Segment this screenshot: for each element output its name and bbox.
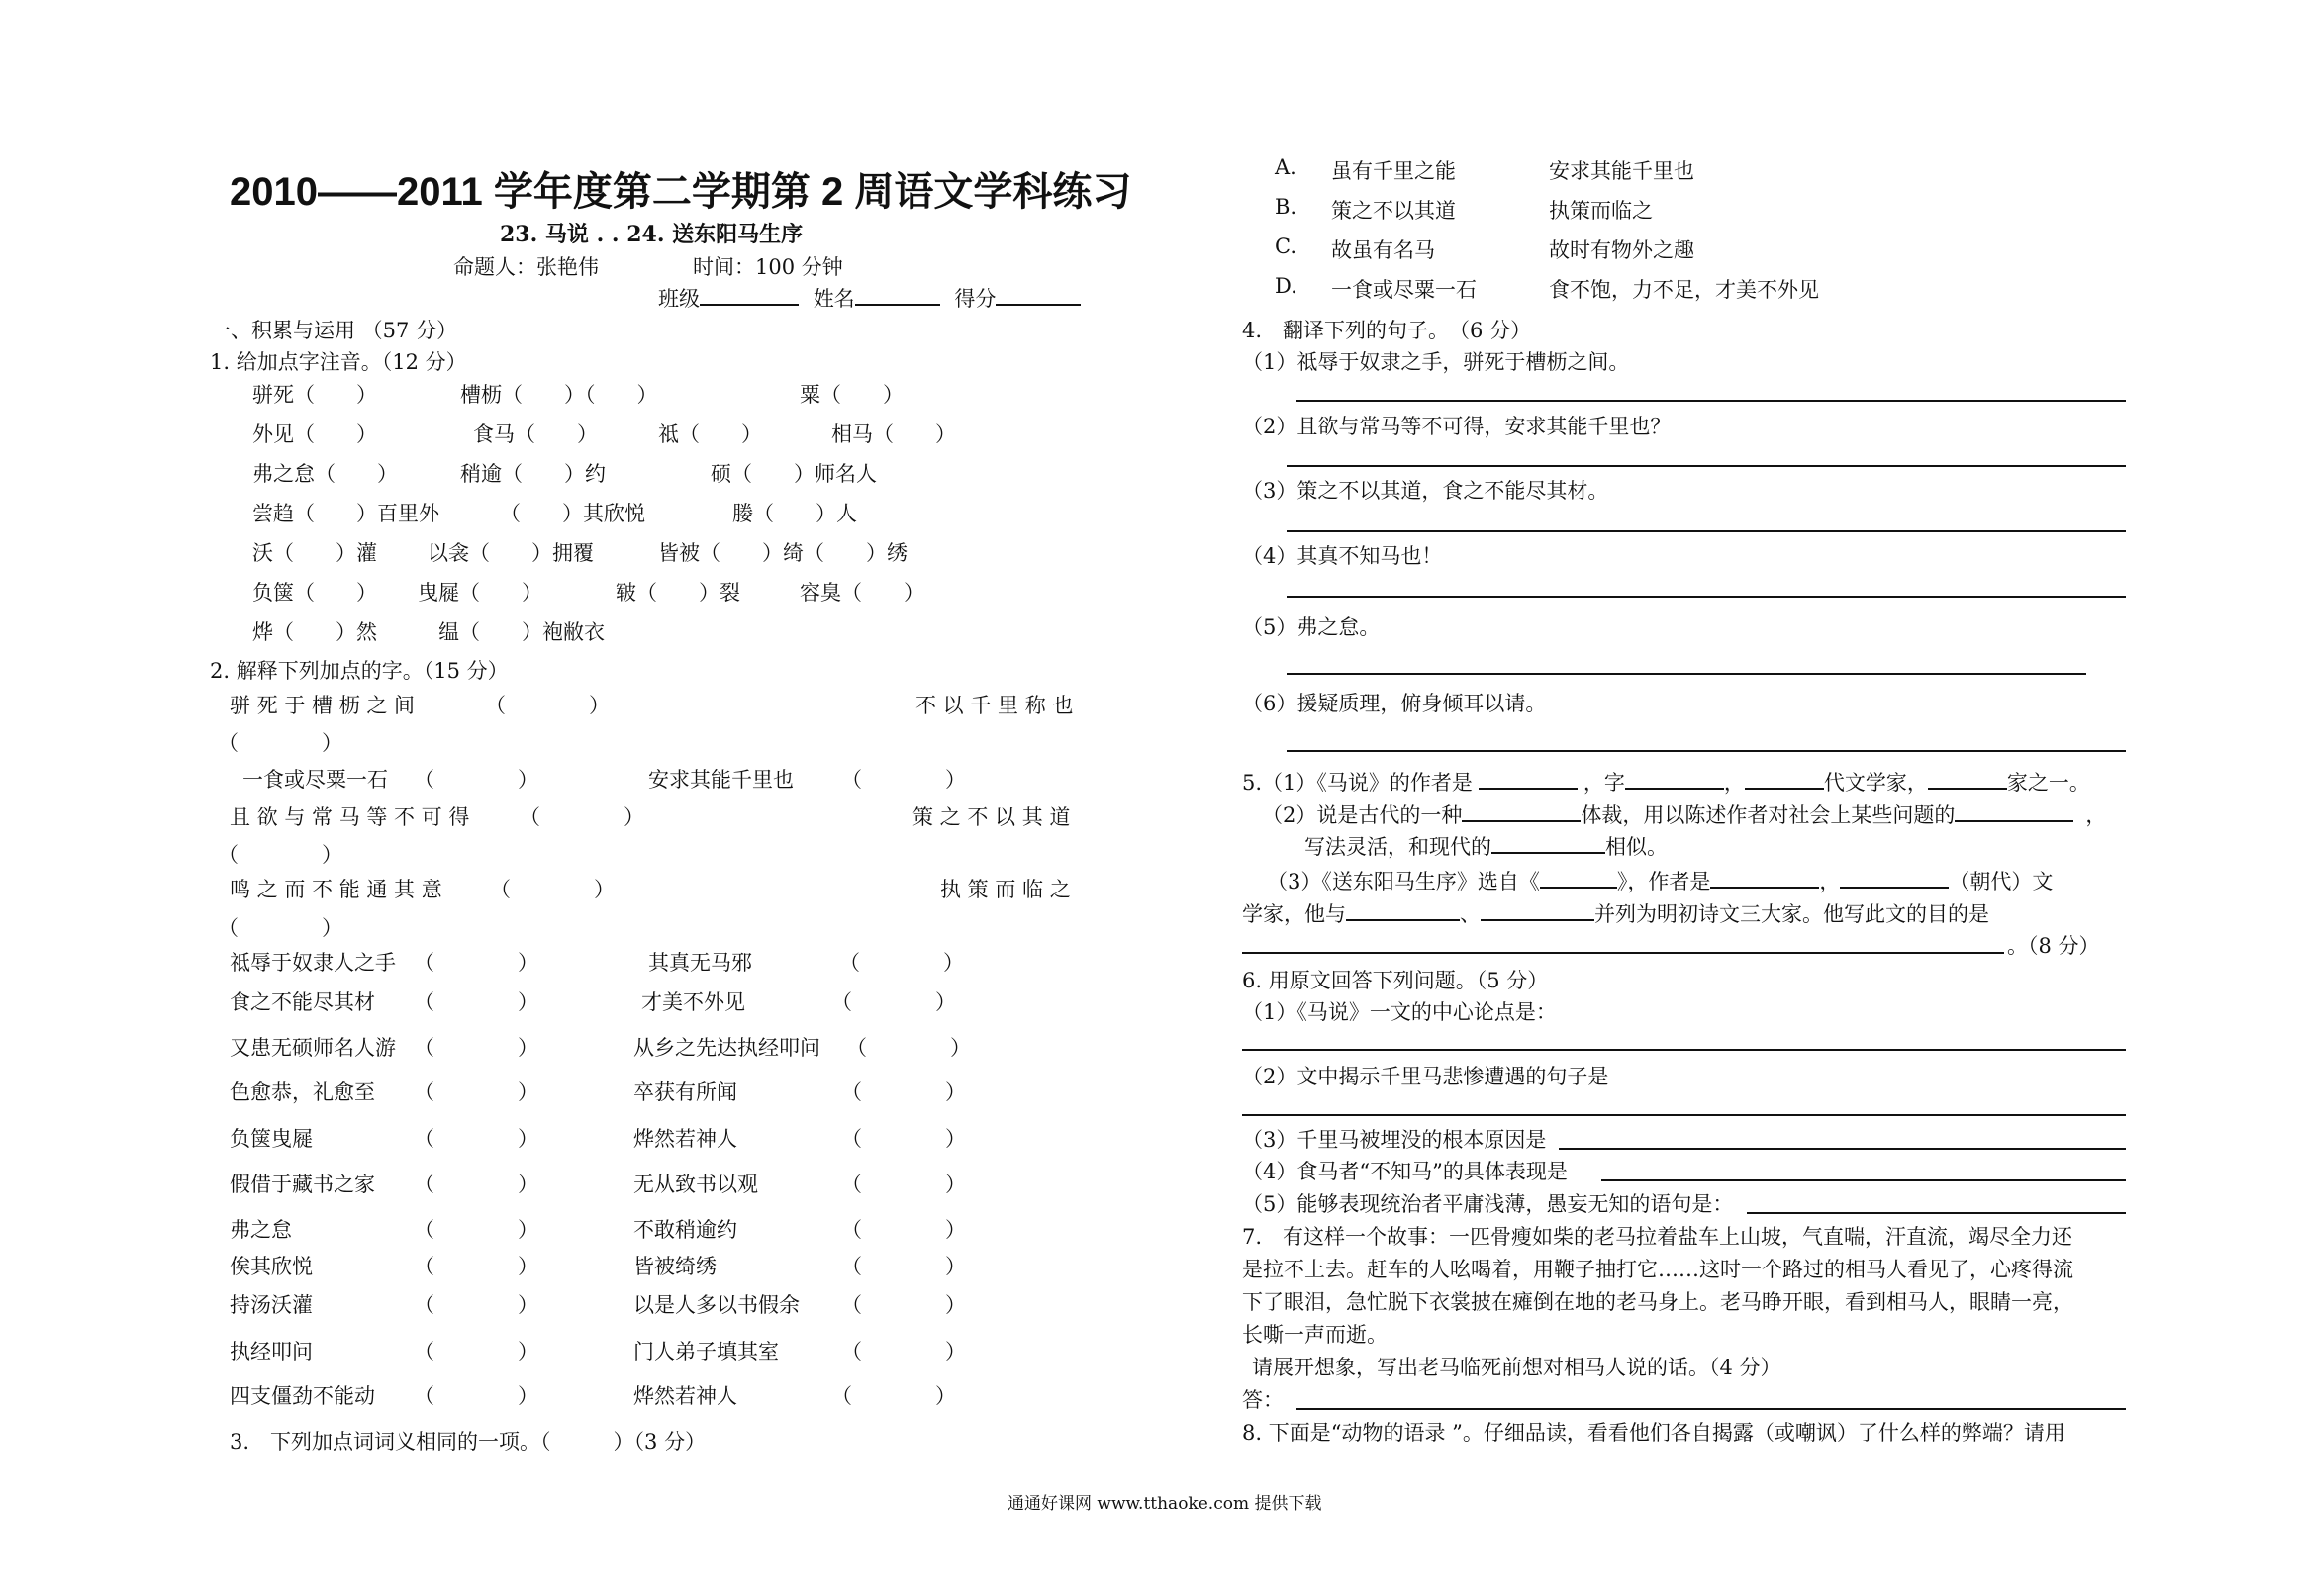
q7-answer-label: 答： — [1242, 1388, 1284, 1412]
q5-text: ，字 — [1583, 771, 1625, 795]
q1-item: 稍逾（ ）约 — [460, 462, 606, 486]
q2-answer[interactable]: （ ） — [839, 951, 964, 975]
q7-text: 长嘶一声而逝。 — [1242, 1323, 1388, 1347]
q1-item: 槽枥（ ）（ ） — [460, 383, 658, 407]
q7-text: 下了眼泪，急忙脱下衣裳披在瘫倒在地的老马身上。老马睁开眼，看到相马人，眼睛一亮， — [1242, 1290, 2073, 1314]
answer-blank[interactable] — [1745, 768, 1824, 790]
answer-blank[interactable] — [1955, 800, 2073, 822]
q2-answer[interactable]: （ ） — [414, 1036, 538, 1060]
q5-text: 相似。 — [1605, 835, 1668, 859]
q3-option-a[interactable]: 故虽有名马 — [1331, 238, 1435, 262]
answer-line[interactable] — [1242, 1114, 2126, 1116]
author-line: 命题人：张艳伟 — [453, 255, 599, 279]
q5-text: （朝代）文 — [1949, 870, 2054, 893]
q6-item: （5）能够表现统治者平庸浅薄，愚妄无知的语句是： — [1242, 1192, 1734, 1216]
q2-answer[interactable]: （ ） — [414, 1080, 538, 1104]
q4-item: （4）其真不知马也！ — [1242, 544, 1443, 568]
answer-blank[interactable] — [1540, 867, 1617, 889]
q1-item: 媵（ ）人 — [732, 502, 857, 525]
q5-text: 体裁，用以陈述作者对社会上某些问题的 — [1581, 803, 1956, 827]
q1-item: 负箧（ ） — [252, 581, 377, 605]
q2-answer[interactable]: （ ） — [841, 1127, 966, 1151]
answer-line[interactable] — [1601, 1179, 2126, 1181]
q3-option-a[interactable]: 虽有千里之能 — [1331, 159, 1456, 183]
answer-line[interactable] — [1287, 673, 2086, 675]
q2-term: 负箧曳屣 — [230, 1127, 313, 1151]
q2-term: 执经叩问 — [230, 1340, 313, 1363]
q1-item: 曳屣（ ） — [418, 581, 542, 605]
q2-term: 弗之怠 — [230, 1218, 292, 1242]
q2-term: 又患无硕师名人游 — [230, 1036, 396, 1060]
q2-answer[interactable]: （ ） — [485, 694, 610, 717]
q7-prompt: 请展开想象，写出老马临死前想对相马人说的话。（4 分） — [1252, 1356, 1781, 1379]
q2-answer[interactable]: （ ） — [414, 951, 538, 975]
q2-term: 一食或尽粟一石 — [242, 768, 388, 792]
answer-blank[interactable] — [1462, 800, 1581, 822]
page-title: 2010——2011 学年度第二学期第 2 周语文学科练习 — [230, 170, 1132, 214]
answer-line[interactable] — [1559, 1148, 2126, 1150]
q1-item: 外见（ ） — [252, 422, 377, 446]
q2-answer[interactable]: （ ） — [414, 1384, 538, 1408]
q2-answer[interactable]: （ ） — [414, 1340, 538, 1363]
q2-term: 从乡之先达执经叩问 — [633, 1036, 820, 1060]
q1-item: 相马（ ） — [831, 422, 956, 446]
q4-item: （6）援疑质理，俯身倾耳以请。 — [1242, 692, 1547, 715]
q3-title: 3. 下列加点词词义相同的一项。（ ）（3 分） — [230, 1430, 707, 1454]
answer-blank[interactable] — [1710, 867, 1819, 889]
answer-line[interactable] — [1242, 952, 2004, 954]
q2-answer[interactable]: （ ） — [218, 916, 342, 940]
info-fields — [658, 283, 1081, 313]
class-label: 班级 — [658, 287, 700, 311]
q2-term: 安求其能千里也 — [648, 768, 794, 792]
q2-answer[interactable]: （ ） — [841, 1255, 966, 1278]
q2-term: 不敢稍逾约 — [633, 1218, 737, 1242]
q2-term: 卒获有所闻 — [633, 1080, 737, 1104]
q1-item: 弗之怠（ ） — [252, 462, 398, 486]
q2-answer[interactable]: （ ） — [831, 1384, 956, 1408]
q5-text: （2）说是古代的一种 — [1262, 803, 1463, 827]
q5-text: ， — [2085, 803, 2107, 827]
q5-text: 》，作者是 — [1616, 870, 1711, 893]
q2-term: 才美不外见 — [641, 990, 745, 1014]
q2-answer[interactable]: （ ） — [841, 1173, 966, 1196]
q3-option-b: 执策而临之 — [1549, 199, 1653, 223]
q3-option-b: 安求其能千里也 — [1549, 159, 1694, 183]
q2-term: 且 欲 与 常 马 等 不 可 得 — [230, 805, 470, 829]
q2-answer[interactable]: （ ） — [841, 1340, 966, 1363]
q2-answer[interactable]: （ ） — [414, 768, 538, 792]
q5-text: ， — [1819, 870, 1841, 893]
score-label: 得分 — [954, 287, 997, 311]
answer-blank[interactable] — [1481, 899, 1594, 921]
q5-text: 5.（1）《马说》的作者是 — [1242, 771, 1473, 795]
q2-term: 执 策 而 临 之 — [940, 878, 1071, 901]
q5-text: ， — [1723, 771, 1745, 795]
q2-term: 烨然若神人 — [633, 1384, 737, 1408]
q2-answer[interactable]: （ ） — [841, 1293, 966, 1317]
q2-term: 俟其欣悦 — [230, 1255, 313, 1278]
q2-answer[interactable]: （ ） — [841, 1080, 966, 1104]
q2-title: 2. 解释下列加点的字。（15 分） — [210, 659, 509, 683]
answer-blank[interactable] — [1346, 899, 1460, 921]
q1-item: 缊（ ）袍敝衣 — [438, 620, 605, 644]
q2-answer[interactable]: （ ） — [414, 1173, 538, 1196]
q6-item: （1）《马说》一文的中心论点是： — [1242, 1000, 1557, 1024]
q5-text: 并列为明初诗文三大家。他写此文的目的是 — [1594, 902, 1989, 926]
q3-option-b: 故时有物外之趣 — [1549, 238, 1694, 262]
q1-item: 皆被（ ）绮（ ）绣 — [658, 541, 908, 565]
time-line: 时间：100 分钟 — [693, 255, 843, 279]
q5-text: 学家，他与 — [1242, 902, 1346, 926]
q2-answer[interactable]: （ ） — [218, 843, 342, 867]
q2-answer[interactable]: （ ） — [846, 1036, 971, 1060]
q3-option-a[interactable]: 策之不以其道 — [1331, 199, 1456, 223]
q2-term: 烨然若神人 — [633, 1127, 737, 1151]
q1-item: 烨（ ）然 — [252, 620, 377, 644]
q1-item: （ ）其欣悦 — [500, 502, 645, 525]
q5-text: 写法灵活，和现代的 — [1304, 835, 1491, 859]
q5-line-5 — [1242, 898, 1989, 928]
q3-option-b: 食不饱，力不足，才美不外见 — [1549, 278, 1819, 302]
answer-line[interactable] — [1287, 465, 2126, 467]
q2-term: 皆被绮绣 — [633, 1255, 717, 1278]
q5-line-2 — [1262, 799, 2106, 829]
q2-term: 门人弟子填其室 — [633, 1340, 779, 1363]
q2-term: 以是人多以书假余 — [633, 1293, 800, 1317]
q1-item: 沃（ ）灌 — [252, 541, 377, 565]
q2-term: 食之不能尽其材 — [230, 990, 375, 1014]
answer-line[interactable] — [1747, 1212, 2126, 1214]
q8-text: 8. 下面是“动物的语录 ”。仔细品读，看看他们各自揭露（或嘲讽）了什么样的弊端？请用 — [1242, 1421, 2065, 1445]
q5-line-4 — [1267, 866, 2053, 895]
q3-option-a[interactable]: 一食或尽粟一石 — [1331, 278, 1477, 302]
q2-answer[interactable]: （ ） — [414, 1255, 538, 1278]
answer-blank[interactable] — [1479, 768, 1578, 790]
q4-item: （5）弗之怠。 — [1242, 615, 1381, 639]
q4-title: 4. 翻译下列的句子。 （6 分） — [1242, 319, 1532, 342]
q5-text: 、 — [1460, 902, 1481, 926]
q2-term: 四支僵劲不能动 — [230, 1384, 375, 1408]
answer-blank[interactable] — [1840, 867, 1949, 889]
q2-answer[interactable]: （ ） — [414, 1127, 538, 1151]
q1-item: 容臭（ ） — [800, 581, 924, 605]
q2-term: 假借于藏书之家 — [230, 1173, 375, 1196]
answer-line[interactable] — [1296, 1408, 2126, 1410]
q1-item: 食马（ ） — [473, 422, 598, 446]
q7-text: 7. 有这样一个故事：一匹骨瘦如柴的老马拉着盐车上山坡，气直喘，汗直流，竭尽全力还 — [1242, 1225, 2073, 1249]
q2-term: 策 之 不 以 其 道 — [912, 805, 1071, 829]
q5-line-3 — [1304, 831, 1668, 861]
q5-line-1 — [1242, 767, 2090, 797]
q2-term: 持汤沃灌 — [230, 1293, 313, 1317]
q2-answer[interactable]: （ ） — [490, 878, 615, 901]
footer-source: 通通好课网 www.tthaoke.com 提供下载 — [1008, 1494, 1322, 1514]
q2-term: 无从致书以观 — [633, 1173, 758, 1196]
answer-blank[interactable] — [1491, 832, 1605, 854]
answer-blank[interactable] — [1625, 768, 1724, 790]
answer-line[interactable] — [1287, 750, 2126, 752]
q6-item: （4）食马者“不知马”的具体表现是 — [1242, 1160, 1568, 1183]
q5-points: 。（8 分） — [2007, 934, 2100, 958]
name-field[interactable] — [855, 284, 940, 306]
q2-answer[interactable]: （ ） — [218, 731, 342, 755]
q3-option-letter: A. — [1275, 155, 1296, 179]
q2-term: 色愈恭，礼愈至 — [230, 1080, 375, 1104]
q5-text: （3）《送东阳马生序》选自《 — [1267, 870, 1540, 893]
q2-answer[interactable]: （ ） — [841, 768, 966, 792]
q1-item: 以衾（ ）拥覆 — [428, 541, 594, 565]
q1-item: 骈死（ ） — [252, 383, 377, 407]
q6-title: 6. 用原文回答下列问题。（5 分） — [1242, 969, 1549, 992]
q2-term: 不 以 千 里 称 也 — [915, 694, 1074, 717]
answer-line[interactable] — [1296, 400, 2126, 402]
q4-item: （3）策之不以其道，食之不能尽其材。 — [1242, 479, 1609, 503]
page-subtitle: 23. 马说 . . 24. 送东阳马生序 — [500, 222, 804, 247]
q4-item: （1）祗辱于奴隶之手，骈死于槽枥之间。 — [1242, 350, 1630, 374]
q5-text: 代文学家， — [1823, 771, 1928, 795]
q6-item: （2）文中揭示千里马悲惨遭遇的句子是 — [1242, 1065, 1609, 1088]
answer-line[interactable] — [1287, 530, 2126, 532]
q2-answer[interactable]: （ ） — [520, 805, 644, 829]
name-label: 姓名 — [813, 287, 855, 311]
q2-answer[interactable]: （ ） — [841, 1218, 966, 1242]
answer-blank[interactable] — [1928, 768, 2007, 790]
q1-item: 祗（ ） — [658, 422, 762, 446]
q2-answer[interactable]: （ ） — [831, 990, 956, 1014]
answer-line[interactable] — [1242, 1049, 2126, 1051]
score-field[interactable] — [996, 284, 1081, 306]
q4-item: （2）且欲与常马等不可得，安求其能千里也？ — [1242, 415, 1672, 438]
q1-item: 尝趋（ ）百里外 — [252, 502, 439, 525]
q2-term: 其真无马邪 — [648, 951, 752, 975]
q6-item: （3）千里马被埋没的根本原因是 — [1242, 1128, 1547, 1152]
section-1-heading: 一、积累与运用 （57 分） — [210, 319, 458, 342]
q2-answer[interactable]: （ ） — [414, 1218, 538, 1242]
q3-option-letter: B. — [1275, 195, 1297, 219]
q2-answer[interactable]: （ ） — [414, 1293, 538, 1317]
class-field[interactable] — [700, 284, 799, 306]
q1-item: 皲（ ）裂 — [616, 581, 740, 605]
q1-item: 硕（ ）师名人 — [711, 462, 877, 486]
q5-text: 家之一。 — [2006, 771, 2090, 795]
q1-title: 1. 给加点字注音。（12 分） — [210, 350, 467, 374]
q3-option-letter: C. — [1275, 235, 1296, 258]
q3-option-letter: D. — [1275, 274, 1297, 298]
q2-term: 祗辱于奴隶人之手 — [230, 951, 396, 975]
q2-answer[interactable]: （ ） — [414, 990, 538, 1014]
q7-text: 是拉不上去。赶车的人吆喝着，用鞭子抽打它……这时一个路过的相马人看见了，心疼得流 — [1242, 1258, 2073, 1281]
q2-term: 骈 死 于 槽 枥 之 间 — [230, 694, 416, 717]
answer-line[interactable] — [1287, 596, 2126, 598]
q2-term: 鸣 之 而 不 能 通 其 意 — [230, 878, 442, 901]
q1-item: 粟（ ） — [800, 383, 904, 407]
